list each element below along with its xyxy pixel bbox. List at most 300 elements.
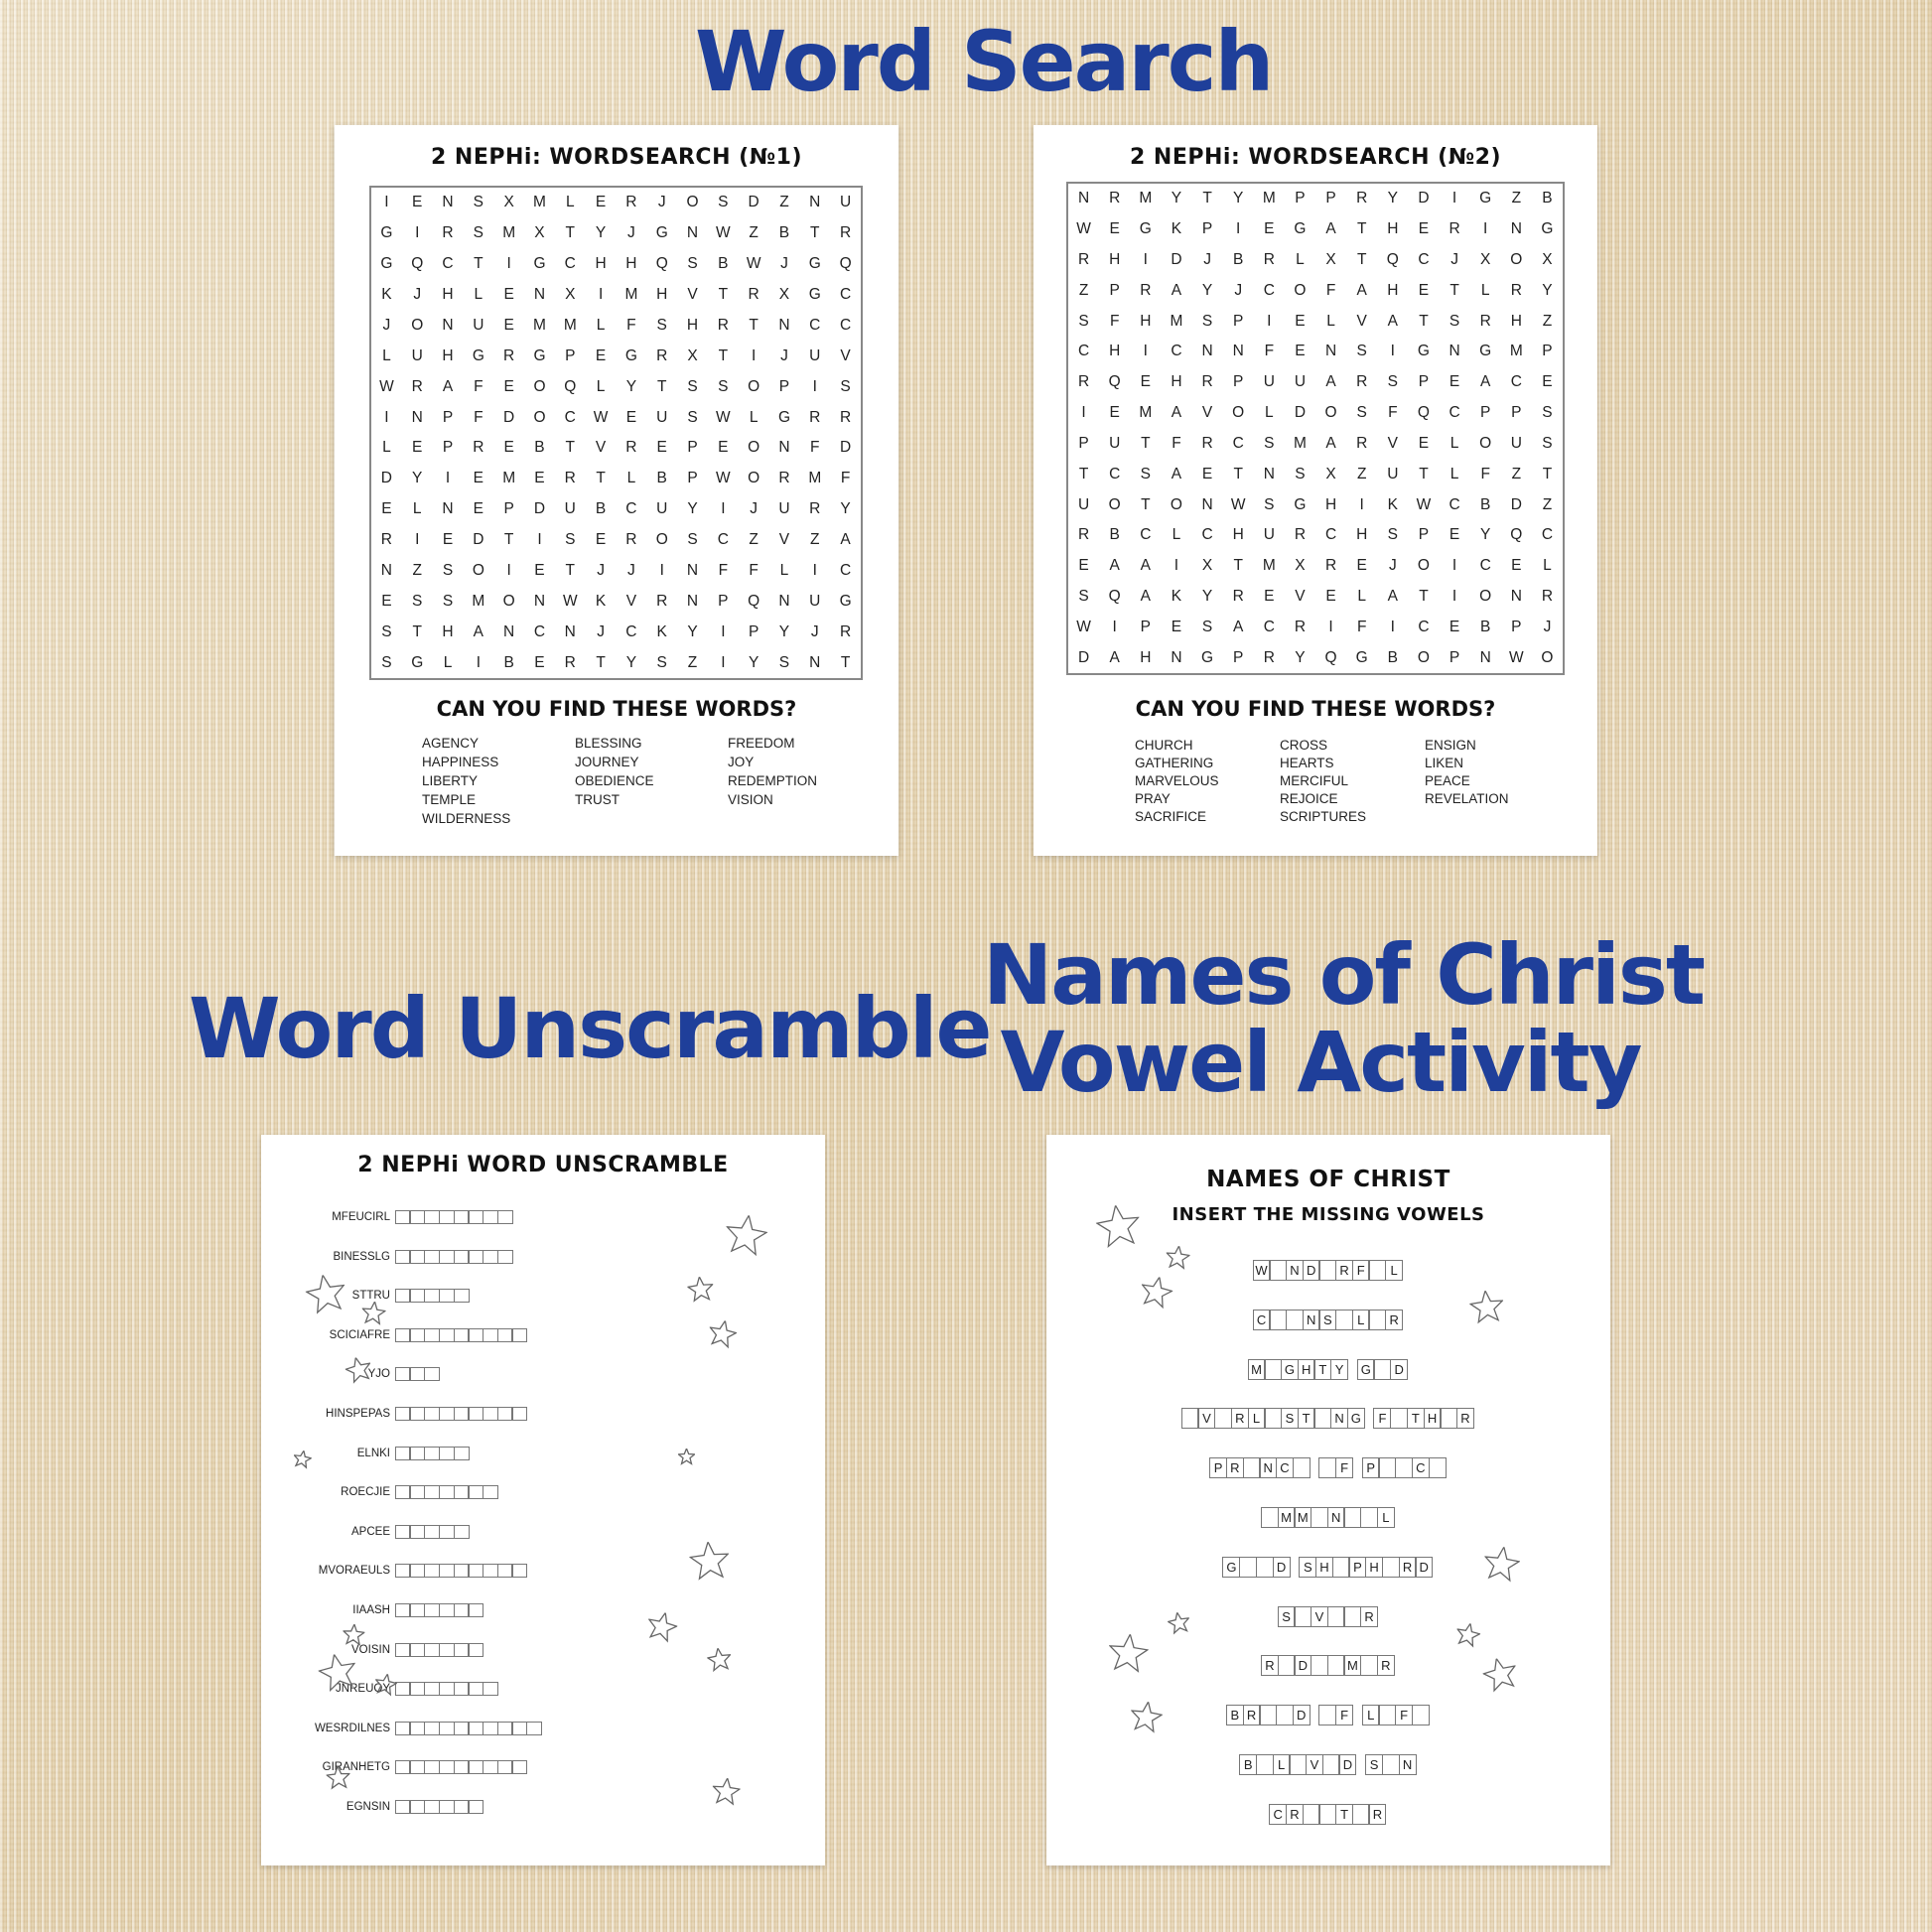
- letter-box[interactable]: [439, 1328, 455, 1342]
- vowel-box: D: [1303, 1260, 1320, 1281]
- letter-box[interactable]: [511, 1760, 527, 1774]
- letter-box[interactable]: [424, 1289, 440, 1303]
- vowel-box[interactable]: [1256, 1557, 1274, 1578]
- vowel-box[interactable]: [1269, 1260, 1287, 1281]
- vowel-box[interactable]: [1368, 1260, 1386, 1281]
- grid-letter: P: [1511, 404, 1522, 422]
- letter-box[interactable]: [424, 1525, 440, 1539]
- vowel-box[interactable]: [1318, 1260, 1336, 1281]
- unscramble-row: [271, 1328, 527, 1342]
- letter-box[interactable]: [468, 1328, 483, 1342]
- letter-box[interactable]: [454, 1328, 470, 1342]
- answer-boxes[interactable]: [396, 1800, 483, 1814]
- vowel-box[interactable]: [1343, 1606, 1361, 1627]
- vowel-box[interactable]: [1378, 1457, 1396, 1478]
- letter-box[interactable]: [409, 1328, 425, 1342]
- vowel-box: R: [1231, 1408, 1249, 1429]
- letter-box[interactable]: [497, 1722, 513, 1735]
- letter-box[interactable]: [439, 1447, 455, 1460]
- grid-letter: S: [442, 561, 454, 579]
- letter-box[interactable]: [511, 1564, 527, 1578]
- letter-box[interactable]: [439, 1289, 455, 1303]
- letter-box[interactable]: [409, 1564, 425, 1578]
- vowel-box[interactable]: [1352, 1804, 1370, 1825]
- grid-letter: I: [1328, 618, 1333, 635]
- vowel-box: G: [1222, 1557, 1240, 1578]
- answer-boxes[interactable]: [396, 1447, 470, 1460]
- unscramble-row: [271, 1643, 483, 1657]
- grid-letter: F: [1388, 404, 1398, 422]
- wordsearch-2-word-list: [1135, 736, 1570, 825]
- letter-box[interactable]: [439, 1485, 455, 1499]
- star-icon: [1480, 1545, 1521, 1590]
- answer-boxes[interactable]: [396, 1407, 527, 1421]
- answer-boxes[interactable]: [396, 1250, 513, 1264]
- grid-letter: R: [839, 224, 852, 242]
- vowel-box[interactable]: [1303, 1804, 1320, 1825]
- letter-box[interactable]: [395, 1447, 411, 1460]
- letter-box[interactable]: [424, 1800, 440, 1814]
- vowel-box: V: [1311, 1606, 1328, 1627]
- grid-letter: S: [656, 316, 667, 334]
- letter-box[interactable]: [409, 1760, 425, 1774]
- answer-boxes[interactable]: [396, 1328, 527, 1342]
- letter-box[interactable]: [395, 1564, 411, 1578]
- vowel-box[interactable]: [1395, 1457, 1413, 1478]
- vowel-box: N: [1286, 1260, 1304, 1281]
- grid-letter: C: [625, 622, 637, 640]
- letter-box[interactable]: [454, 1603, 470, 1617]
- letter-box[interactable]: [483, 1722, 498, 1735]
- vowel-box[interactable]: [1322, 1754, 1340, 1775]
- letter-box[interactable]: [395, 1525, 411, 1539]
- vowel-box[interactable]: [1289, 1754, 1307, 1775]
- letter-box[interactable]: [409, 1525, 425, 1539]
- vowel-box[interactable]: [1311, 1507, 1328, 1528]
- vowel-box[interactable]: [1332, 1557, 1350, 1578]
- unscramble-row: [271, 1760, 527, 1774]
- letter-box[interactable]: [409, 1643, 425, 1657]
- letter-box[interactable]: [468, 1722, 483, 1735]
- letter-box[interactable]: [409, 1800, 425, 1814]
- answer-boxes[interactable]: [396, 1564, 527, 1578]
- answer-boxes[interactable]: [396, 1210, 513, 1224]
- grid-letter: Z: [1078, 281, 1089, 299]
- vowel-box: G: [1357, 1359, 1375, 1380]
- letter-box[interactable]: [454, 1525, 470, 1539]
- letter-box[interactable]: [395, 1722, 411, 1735]
- vowel-row: [1046, 1408, 1610, 1429]
- grid-letter: A: [1387, 587, 1398, 605]
- letter-box[interactable]: [454, 1407, 470, 1421]
- vowel-box[interactable]: [1239, 1557, 1257, 1578]
- vowel-box[interactable]: [1259, 1705, 1277, 1725]
- grid-letter: L: [412, 500, 422, 518]
- vowel-box[interactable]: [1368, 1310, 1386, 1330]
- word-list-item: MERCIFUL: [1280, 773, 1349, 788]
- grid-letter: O: [1417, 557, 1430, 575]
- grid-letter: W: [379, 377, 394, 395]
- grid-letter: G: [380, 224, 393, 242]
- word-list-item: [1425, 807, 1570, 825]
- grid-letter: O: [1541, 648, 1554, 666]
- grid-letter: J: [413, 286, 422, 304]
- letter-box[interactable]: [395, 1603, 411, 1617]
- scrambled-word: YJO: [367, 1368, 390, 1381]
- grid-letter: I: [1267, 312, 1272, 330]
- answer-boxes[interactable]: [396, 1722, 542, 1735]
- letter-box[interactable]: [424, 1485, 440, 1499]
- answer-boxes[interactable]: [396, 1525, 470, 1539]
- grid-letter: B: [1480, 495, 1491, 513]
- grid-letter: U: [564, 500, 576, 518]
- grid-letter: R: [503, 346, 515, 364]
- grid-letter: T: [1419, 312, 1429, 330]
- vowel-box[interactable]: [1373, 1359, 1391, 1380]
- grid-letter: S: [1264, 495, 1275, 513]
- letter-box[interactable]: [497, 1760, 513, 1774]
- grid-letter: O: [1479, 587, 1492, 605]
- letter-box[interactable]: [439, 1760, 455, 1774]
- vowel-box[interactable]: [1318, 1457, 1336, 1478]
- letter-box[interactable]: [454, 1485, 470, 1499]
- answer-boxes[interactable]: [396, 1603, 483, 1617]
- vowel-word-group: [1254, 1260, 1403, 1281]
- vowel-box[interactable]: [1243, 1457, 1261, 1478]
- vowel-box: N: [1259, 1457, 1277, 1478]
- vowel-box[interactable]: [1264, 1408, 1282, 1429]
- vowel-box[interactable]: [1261, 1507, 1279, 1528]
- letter-box[interactable]: [395, 1289, 411, 1303]
- vowel-box[interactable]: [1412, 1705, 1430, 1725]
- vowel-box[interactable]: [1327, 1606, 1345, 1627]
- vowel-box[interactable]: [1360, 1507, 1378, 1528]
- grid-letter: D: [1510, 495, 1522, 513]
- vowel-word-group: [1262, 1655, 1395, 1676]
- vowel-box[interactable]: [1382, 1754, 1400, 1775]
- grid-letter: I: [812, 377, 817, 395]
- grid-letter: H: [442, 622, 454, 640]
- vowel-box: M: [1278, 1507, 1296, 1528]
- letter-box[interactable]: [409, 1289, 425, 1303]
- letter-box[interactable]: [468, 1564, 483, 1578]
- vowel-box[interactable]: [1264, 1359, 1282, 1380]
- grid-letter: F: [1325, 281, 1336, 299]
- letter-box[interactable]: [409, 1447, 425, 1460]
- letter-box[interactable]: [424, 1564, 440, 1578]
- grid-letter: O: [748, 439, 760, 457]
- grid-letter: R: [839, 622, 852, 640]
- grid-letter: U: [1263, 526, 1275, 544]
- letter-box[interactable]: [468, 1603, 483, 1617]
- vowel-box[interactable]: [1343, 1507, 1361, 1528]
- letter-box[interactable]: [409, 1407, 425, 1421]
- letter-box[interactable]: [395, 1210, 411, 1224]
- letter-box[interactable]: [409, 1210, 425, 1224]
- letter-box[interactable]: [395, 1407, 411, 1421]
- grid-letter: M: [1262, 557, 1276, 575]
- grid-letter: A: [1356, 281, 1367, 299]
- grid-letter: R: [809, 408, 821, 426]
- vowel-box[interactable]: [1311, 1655, 1328, 1676]
- letter-box[interactable]: [409, 1603, 425, 1617]
- grid-letter: I: [415, 531, 420, 549]
- letter-box[interactable]: [395, 1367, 411, 1381]
- grid-letter: L: [1543, 557, 1552, 575]
- grid-letter: E: [503, 286, 514, 304]
- letter-box[interactable]: [395, 1760, 411, 1774]
- grid-letter: D: [503, 408, 515, 426]
- vowel-box[interactable]: [1382, 1557, 1400, 1578]
- grid-letter: W: [716, 224, 731, 242]
- grid-letter: S: [1140, 465, 1151, 483]
- letter-box[interactable]: [468, 1250, 483, 1264]
- letter-box[interactable]: [468, 1800, 483, 1814]
- vowel-box[interactable]: [1276, 1705, 1294, 1725]
- vowel-box[interactable]: [1335, 1310, 1353, 1330]
- letter-box[interactable]: [468, 1485, 483, 1499]
- star-icon: [1165, 1245, 1191, 1276]
- vowel-box[interactable]: [1378, 1705, 1396, 1725]
- letter-box[interactable]: [409, 1722, 425, 1735]
- grid-letter: C: [717, 531, 729, 549]
- grid-letter: S: [1201, 312, 1213, 330]
- grid-letter: S: [473, 224, 484, 242]
- letter-box[interactable]: [439, 1564, 455, 1578]
- grid-letter: S: [412, 592, 423, 610]
- grid-letter: P: [1140, 618, 1151, 635]
- letter-box[interactable]: [424, 1447, 440, 1460]
- grid-letter: J: [1450, 251, 1458, 269]
- vowel-box[interactable]: [1214, 1408, 1232, 1429]
- letter-box[interactable]: [424, 1210, 440, 1224]
- grid-letter: H: [1232, 526, 1244, 544]
- grid-letter: R: [1201, 373, 1213, 391]
- letter-box[interactable]: [454, 1564, 470, 1578]
- vowel-box[interactable]: [1313, 1408, 1331, 1429]
- letter-box[interactable]: [409, 1367, 425, 1381]
- vowel-box: P: [1348, 1557, 1366, 1578]
- grid-letter: R: [473, 439, 484, 457]
- grid-letter: C: [1140, 526, 1152, 544]
- vowel-box: C: [1412, 1457, 1430, 1478]
- letter-box[interactable]: [497, 1210, 513, 1224]
- grid-letter: I: [598, 286, 604, 304]
- grid-letter: R: [717, 316, 729, 334]
- vowel-box[interactable]: [1440, 1408, 1457, 1429]
- unscramble-title: 2 NEPHi WORD UNSCRAMBLE: [357, 1153, 729, 1177]
- letter-box[interactable]: [483, 1210, 498, 1224]
- letter-box[interactable]: [483, 1760, 498, 1774]
- vowel-box: M: [1343, 1655, 1361, 1676]
- letter-box[interactable]: [468, 1643, 483, 1657]
- grid-letter: J: [750, 500, 759, 518]
- letter-box[interactable]: [483, 1250, 498, 1264]
- letter-box[interactable]: [395, 1250, 411, 1264]
- letter-box[interactable]: [526, 1722, 542, 1735]
- vowel-box[interactable]: [1181, 1408, 1199, 1429]
- grid-letter: C: [839, 316, 852, 334]
- names-subtitle: INSERT THE MISSING VOWELS: [1172, 1204, 1485, 1225]
- vowel-box[interactable]: [1429, 1457, 1447, 1478]
- grid-letter: O: [1479, 434, 1492, 452]
- letter-box[interactable]: [439, 1722, 455, 1735]
- word-list-item: VISION: [728, 792, 773, 807]
- letter-box[interactable]: [409, 1682, 425, 1696]
- letter-box[interactable]: [483, 1328, 498, 1342]
- vowel-box[interactable]: [1390, 1408, 1408, 1429]
- grid-letter: I: [384, 408, 389, 426]
- answer-boxes[interactable]: [396, 1682, 498, 1696]
- letter-box[interactable]: [454, 1210, 470, 1224]
- grid-letter: C: [625, 500, 637, 518]
- grid-letter: Y: [625, 653, 637, 671]
- letter-box[interactable]: [424, 1407, 440, 1421]
- grid-letter: N: [442, 500, 454, 518]
- letter-box[interactable]: [483, 1485, 498, 1499]
- letter-box[interactable]: [468, 1682, 483, 1696]
- vowel-box[interactable]: [1278, 1655, 1296, 1676]
- letter-box[interactable]: [454, 1289, 470, 1303]
- grid-letter: O: [1324, 404, 1337, 422]
- letter-box[interactable]: [439, 1407, 455, 1421]
- answer-boxes[interactable]: [396, 1367, 440, 1381]
- grid-letter: O: [748, 470, 760, 487]
- letter-box[interactable]: [497, 1407, 513, 1421]
- wordsearch-sheet-1: [335, 125, 898, 856]
- letter-box[interactable]: [468, 1760, 483, 1774]
- letter-box[interactable]: [424, 1682, 440, 1696]
- grid-letter: G: [1355, 648, 1368, 666]
- letter-box[interactable]: [511, 1722, 527, 1735]
- letter-box[interactable]: [424, 1250, 440, 1264]
- letter-box[interactable]: [424, 1367, 440, 1381]
- grid-letter: S: [718, 194, 729, 211]
- grid-letter: G: [1541, 220, 1554, 238]
- vowel-row: [1046, 1359, 1610, 1380]
- letter-box[interactable]: [439, 1525, 455, 1539]
- letter-box[interactable]: [395, 1643, 411, 1657]
- vowel-box: C: [1269, 1804, 1287, 1825]
- letter-box[interactable]: [424, 1328, 440, 1342]
- letter-box[interactable]: [439, 1603, 455, 1617]
- vowel-box: L: [1273, 1754, 1291, 1775]
- letter-box[interactable]: [439, 1250, 455, 1264]
- grid-letter: T: [1233, 557, 1243, 575]
- vowel-box[interactable]: [1327, 1655, 1345, 1676]
- grid-letter: I: [384, 194, 389, 211]
- grid-letter: R: [1263, 251, 1275, 269]
- vowel-row: [1046, 1606, 1610, 1627]
- vowel-box[interactable]: [1286, 1310, 1304, 1330]
- letter-box[interactable]: [454, 1760, 470, 1774]
- grid-letter: V: [625, 592, 637, 610]
- letter-box[interactable]: [454, 1682, 470, 1696]
- letter-box[interactable]: [409, 1485, 425, 1499]
- grid-letter: N: [1263, 465, 1275, 483]
- grid-letter: G: [533, 255, 546, 273]
- letter-box[interactable]: [497, 1250, 513, 1264]
- vowel-box: V: [1197, 1408, 1215, 1429]
- grid-letter: J: [1234, 281, 1243, 299]
- letter-box[interactable]: [483, 1682, 498, 1696]
- names-of-christ-heading: [983, 926, 1705, 1112]
- letter-box[interactable]: [424, 1643, 440, 1657]
- answer-boxes[interactable]: [396, 1760, 527, 1774]
- letter-box[interactable]: [395, 1800, 411, 1814]
- vowel-box: R: [1399, 1557, 1417, 1578]
- grid-letter: D: [1418, 190, 1430, 207]
- grid-letter: E: [1418, 281, 1430, 299]
- grid-letter: P: [1201, 220, 1213, 238]
- vowel-word-group: [1366, 1754, 1416, 1775]
- grid-letter: S: [840, 377, 851, 395]
- vowel-box[interactable]: [1256, 1754, 1274, 1775]
- answer-boxes[interactable]: [396, 1643, 483, 1657]
- vowel-box[interactable]: [1318, 1804, 1336, 1825]
- answer-boxes[interactable]: [396, 1289, 470, 1303]
- answer-boxes[interactable]: [396, 1485, 498, 1499]
- letter-box[interactable]: [439, 1643, 455, 1657]
- vowel-box: H: [1315, 1557, 1333, 1578]
- letter-box[interactable]: [439, 1210, 455, 1224]
- letter-box[interactable]: [468, 1407, 483, 1421]
- grid-letter: E: [381, 500, 392, 518]
- vowel-box: R: [1377, 1655, 1395, 1676]
- grid-letter: Y: [1542, 281, 1553, 299]
- letter-box[interactable]: [511, 1407, 527, 1421]
- letter-box[interactable]: [454, 1722, 470, 1735]
- letter-box[interactable]: [454, 1800, 470, 1814]
- star-icon: [291, 1449, 313, 1475]
- letter-box[interactable]: [454, 1447, 470, 1460]
- letter-box[interactable]: [454, 1250, 470, 1264]
- grid-letter: G: [808, 255, 821, 273]
- vowel-box[interactable]: [1294, 1606, 1311, 1627]
- grid-letter: S: [1542, 404, 1553, 422]
- letter-box[interactable]: [511, 1328, 527, 1342]
- vowel-box[interactable]: [1360, 1655, 1378, 1676]
- letter-box[interactable]: [439, 1682, 455, 1696]
- grid-letter: Q: [1108, 373, 1121, 391]
- letter-box[interactable]: [395, 1328, 411, 1342]
- letter-box[interactable]: [454, 1643, 470, 1657]
- vowel-box[interactable]: [1318, 1705, 1336, 1725]
- grid-letter: H: [1171, 373, 1182, 391]
- letter-box[interactable]: [424, 1603, 440, 1617]
- letter-box[interactable]: [395, 1682, 411, 1696]
- grid-letter: C: [564, 408, 576, 426]
- grid-letter: D: [1294, 404, 1307, 422]
- letter-box[interactable]: [483, 1564, 498, 1578]
- letter-box[interactable]: [439, 1800, 455, 1814]
- grid-letter: C: [1324, 526, 1337, 544]
- unscramble-sheet: [261, 1135, 825, 1865]
- grid-letter: A: [1387, 312, 1398, 330]
- grid-letter: Z: [749, 224, 759, 242]
- letter-box[interactable]: [468, 1210, 483, 1224]
- letter-box[interactable]: [483, 1407, 498, 1421]
- letter-box[interactable]: [395, 1485, 411, 1499]
- vowel-box[interactable]: [1269, 1310, 1287, 1330]
- vowel-box: R: [1261, 1655, 1279, 1676]
- letter-box[interactable]: [497, 1564, 513, 1578]
- letter-box[interactable]: [497, 1328, 513, 1342]
- letter-box[interactable]: [409, 1250, 425, 1264]
- letter-box[interactable]: [424, 1722, 440, 1735]
- letter-box[interactable]: [424, 1760, 440, 1774]
- vowel-box[interactable]: [1293, 1457, 1311, 1478]
